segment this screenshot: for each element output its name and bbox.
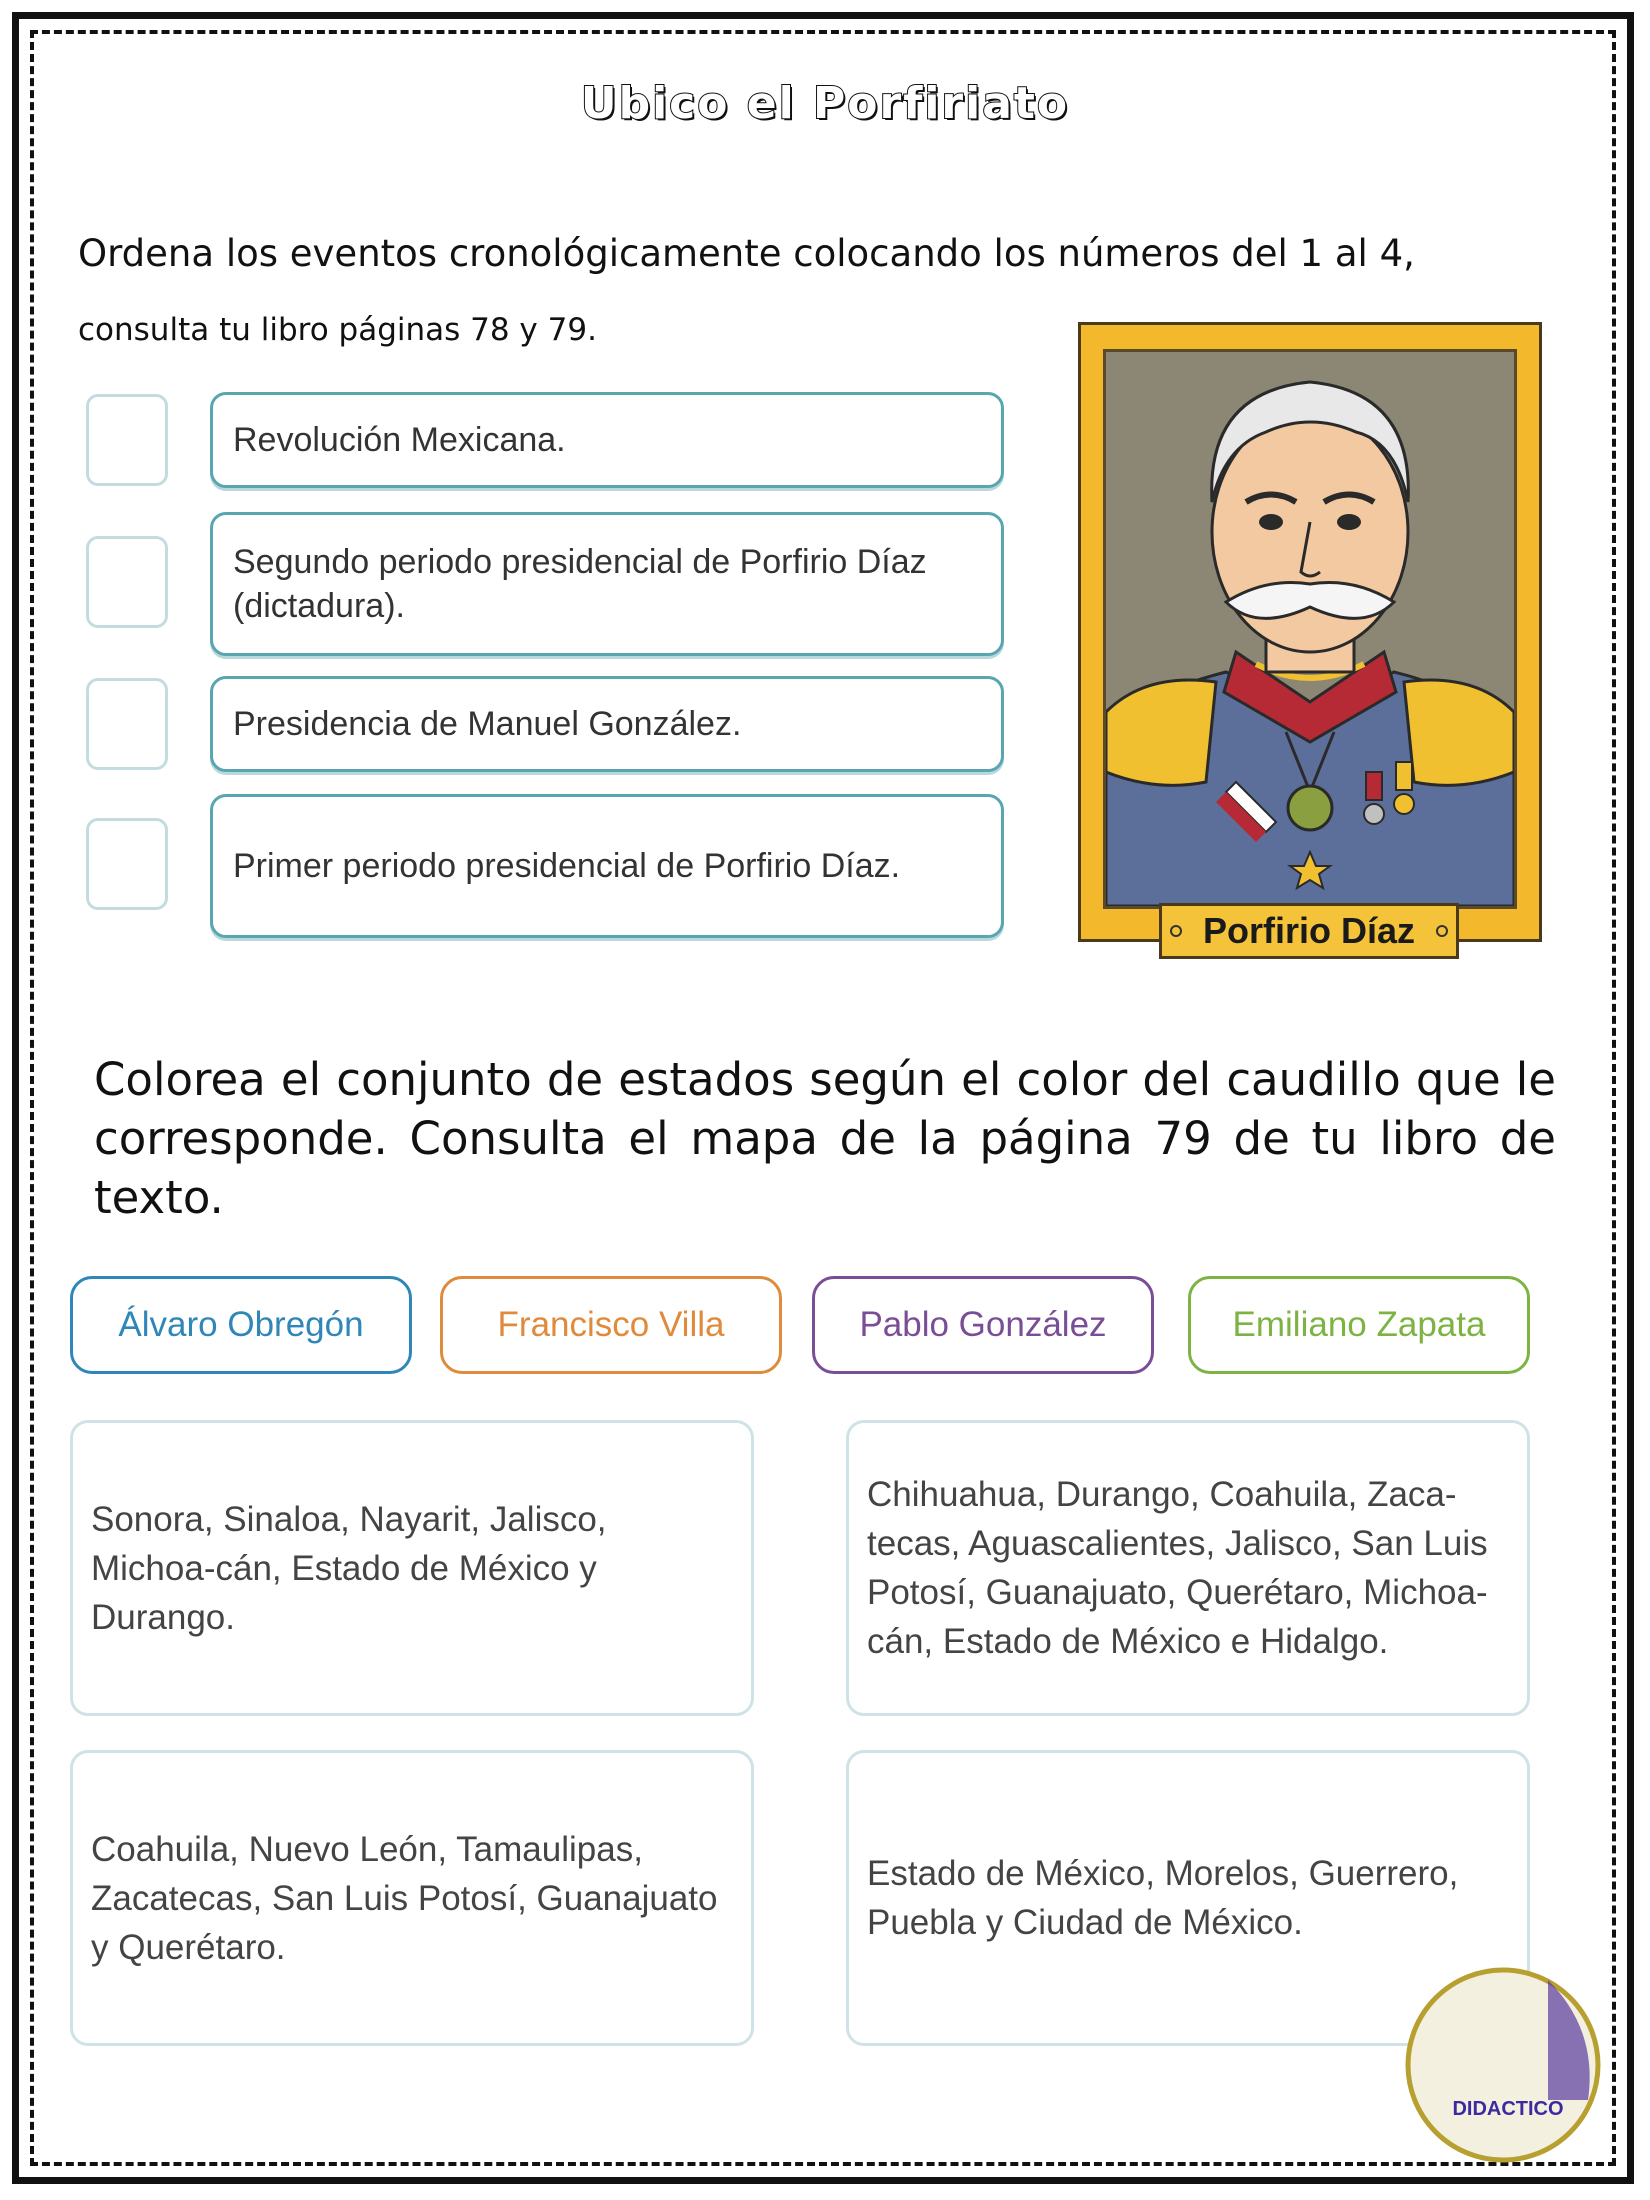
caudillo-francisco-villa: Francisco Villa bbox=[440, 1276, 782, 1374]
porfirio-diaz-portrait bbox=[1078, 322, 1542, 951]
didactico-badge-logo bbox=[1398, 1960, 1608, 2170]
state-group-3[interactable]: Coahuila, Nuevo León, Tamaulipas, Zacatecas, San Luis Potosí, Guanajuato y Querétaro. bbox=[70, 1750, 754, 2046]
caudillo-alvaro-obregon: Álvaro Obregón bbox=[70, 1276, 412, 1374]
state-group-4[interactable]: Estado de México, Morelos, Guerrero, Puebla y Ciudad de México. bbox=[846, 1750, 1530, 2046]
badge-text: DIDACTICO bbox=[1452, 2098, 1564, 2120]
portrait-caption: Porfirio Díaz bbox=[1202, 910, 1416, 951]
instruction-line-2: consulta tu libro páginas 78 y 79. bbox=[78, 312, 597, 348]
nameplate-rivet-right bbox=[1436, 925, 1448, 937]
page-title: Ubico el Porfiriato bbox=[580, 78, 1070, 129]
order-number-box-3[interactable] bbox=[86, 678, 168, 770]
nameplate-rivet-left bbox=[1170, 925, 1182, 937]
event-card-3: Presidencia de Manuel González. bbox=[210, 676, 1004, 772]
portrait-illustration bbox=[1103, 349, 1517, 909]
portrait-nameplate bbox=[1159, 903, 1459, 959]
caudillo-emiliano-zapata: Emiliano Zapata bbox=[1188, 1276, 1530, 1374]
state-group-1[interactable]: Sonora, Sinaloa, Nayarit, Jalisco, Michoa-cán, Estado de México y Durango. bbox=[70, 1420, 754, 1716]
order-number-box-4[interactable] bbox=[86, 818, 168, 910]
order-number-box-2[interactable] bbox=[86, 536, 168, 628]
caudillo-pablo-gonzalez: Pablo González bbox=[812, 1276, 1154, 1374]
instruction-coloring: Colorea el conjunto de estados según el color del caudillo que le corresponde. Consulta el mapa de la página 79 de tu libro de texto. bbox=[94, 1053, 1556, 1224]
instruction-line-1: Ordena los eventos cronológicamente colocando los números del 1 al 4, bbox=[78, 232, 1415, 275]
event-card-4: Primer periodo presidencial de Porfirio Díaz. bbox=[210, 794, 1004, 938]
order-number-box-1[interactable] bbox=[86, 394, 168, 486]
porfirio-diaz-illustration bbox=[1106, 352, 1514, 906]
event-card-1: Revolución Mexicana. bbox=[210, 392, 1004, 488]
event-card-2: Segundo periodo presidencial de Porfirio Díaz (dictadura). bbox=[210, 512, 1004, 656]
state-group-2[interactable]: Chihuahua, Durango, Coahuila, Zaca-tecas, Aguascalientes, Jalisco, San Luis Potosí, Guanajuato, Querétaro, Michoa-cán, Estado de México e Hidalgo. bbox=[846, 1420, 1530, 1716]
